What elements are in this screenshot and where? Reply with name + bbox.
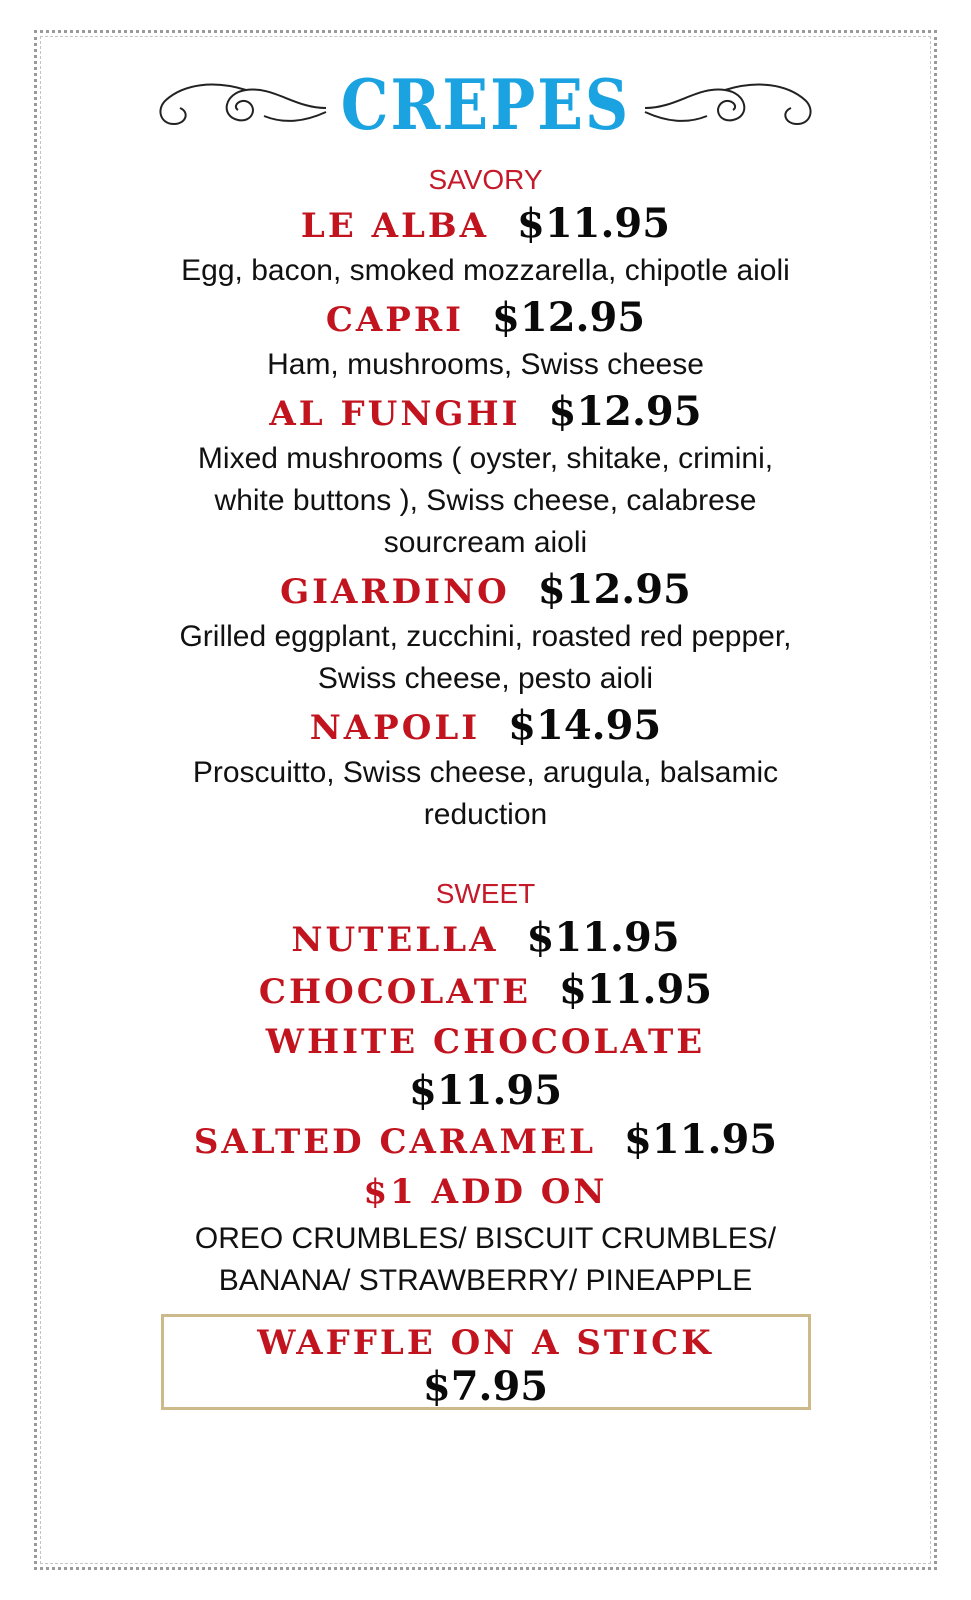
item-name: LE ALBA [300, 206, 489, 246]
left-flourish-icon [154, 76, 329, 136]
menu-item [60, 198, 911, 250]
item-description: Egg, bacon, smoked mozzarella, chipotle aioli [181, 254, 790, 287]
addon-title: $1 ADD ON [363, 1172, 608, 1212]
item-name: CAPRI [325, 300, 465, 340]
item-description: Proscuitto, Swiss cheese, arugula, balsamic reduction [192, 756, 779, 831]
item-price: $11.95 [559, 966, 713, 1013]
item-price: $12.95 [537, 566, 691, 613]
item-price: $11.95 [516, 200, 671, 247]
waffle-price: $7.95 [422, 1363, 549, 1410]
menu-item [60, 564, 911, 616]
menu-header [60, 60, 911, 152]
addon-heading [60, 1166, 911, 1218]
item-price: $12.95 [548, 388, 702, 435]
item-name: CHOCOLATE [258, 972, 532, 1012]
menu-title: CREPES [340, 65, 631, 147]
item-description: Grilled eggplant, zucchini, roasted red pepper, Swiss cheese, pesto aioli [179, 620, 792, 695]
menu-item [60, 912, 911, 964]
addon-options-line: BANANA/ STRAWBERRY/ PINEAPPLE [218, 1264, 753, 1297]
item-name: NUTELLA [291, 920, 499, 960]
item-price: $11.95 [408, 1067, 563, 1114]
item-name: WHITE CHOCOLATE [265, 1022, 706, 1062]
menu-item [60, 386, 911, 438]
waffle-feature-box [161, 1314, 811, 1410]
waffle-name: WAFFLE ON A STICK [257, 1323, 714, 1363]
crepes-menu [60, 60, 911, 1410]
menu-item [60, 292, 911, 344]
item-description: Mixed mushrooms ( oyster, shitake, crimini, white buttons ), Swiss cheese, calabrese sourcream aioli [197, 442, 774, 559]
item-description: Ham, mushrooms, Swiss cheese [267, 348, 704, 381]
item-price: $14.95 [508, 702, 662, 749]
section-label-sweet: SWEET [435, 878, 536, 909]
item-name: GIARDINO [280, 572, 510, 612]
addon-options-line: OREO CRUMBLES/ BISCUIT CRUMBLES/ [194, 1222, 777, 1255]
item-price: $12.95 [492, 294, 646, 341]
section-label-savory: SAVORY [428, 164, 543, 195]
item-name: SALTED CARAMEL [193, 1122, 597, 1162]
right-flourish-icon [642, 76, 817, 136]
menu-item [60, 1016, 911, 1068]
item-name: NAPOLI [309, 708, 481, 748]
item-price: $11.95 [526, 914, 680, 961]
menu-item [60, 700, 911, 752]
menu-item [60, 1114, 911, 1166]
item-name: AL FUNGHI [269, 394, 521, 434]
item-price: $11.95 [624, 1116, 778, 1163]
menu-item [60, 964, 911, 1016]
